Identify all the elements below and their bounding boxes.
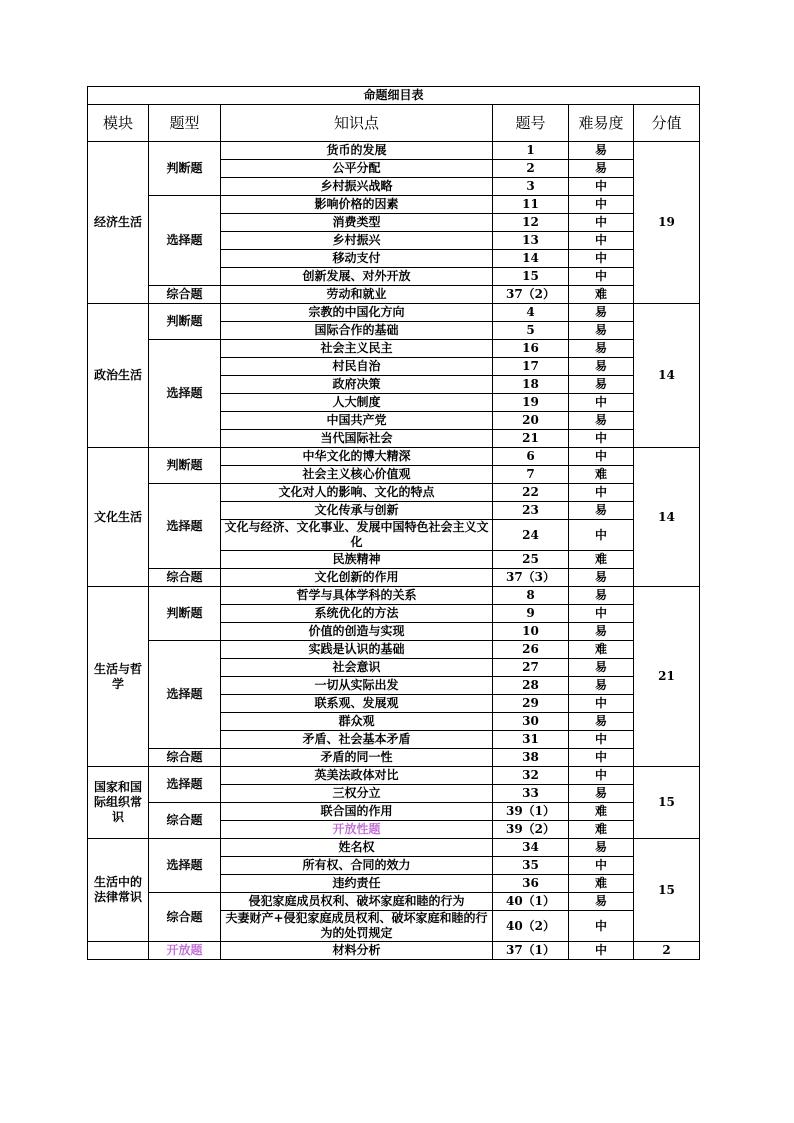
difficulty-cell: 中	[569, 484, 634, 502]
difficulty-cell: 中	[569, 394, 634, 412]
difficulty-cell: 中	[569, 749, 634, 767]
question-number-cell: 22	[493, 484, 569, 502]
difficulty-cell: 易	[569, 322, 634, 340]
question-number-cell: 3	[493, 178, 569, 196]
question-type-cell: 判断题	[149, 304, 221, 340]
question-number-cell: 39（1）	[493, 803, 569, 821]
question-number-cell: 29	[493, 695, 569, 713]
question-number-cell: 13	[493, 232, 569, 250]
title-row	[88, 87, 700, 105]
difficulty-cell: 易	[569, 587, 634, 605]
knowledge-point-cell: 文化创新的作用	[221, 569, 493, 587]
knowledge-point-cell: 文化与经济、文化事业、发展中国特色社会主义文化	[221, 520, 493, 551]
question-number-cell: 23	[493, 502, 569, 520]
question-number-cell: 38	[493, 749, 569, 767]
knowledge-point-cell: 公平分配	[221, 160, 493, 178]
knowledge-point-cell: 哲学与具体学科的关系	[221, 587, 493, 605]
difficulty-cell: 易	[569, 160, 634, 178]
question-type-cell: 判断题	[149, 448, 221, 484]
question-number-cell: 4	[493, 304, 569, 322]
question-number-cell: 18	[493, 376, 569, 394]
knowledge-point-cell: 中华文化的博大精深	[221, 448, 493, 466]
module-cell: 国家和国际组织常识	[88, 767, 149, 839]
table-row	[88, 142, 700, 160]
difficulty-cell: 易	[569, 623, 634, 641]
knowledge-point-cell: 矛盾的同一性	[221, 749, 493, 767]
difficulty-cell: 易	[569, 713, 634, 731]
knowledge-point-cell: 文化对人的影响、文化的特点	[221, 484, 493, 502]
knowledge-point-cell: 消费类型	[221, 214, 493, 232]
difficulty-cell: 易	[569, 358, 634, 376]
question-type-cell: 选择题	[149, 340, 221, 448]
knowledge-point-cell: 三权分立	[221, 785, 493, 803]
col-header-number: 题号	[493, 105, 569, 142]
knowledge-point-cell: 创新发展、对外开放	[221, 268, 493, 286]
difficulty-cell: 中	[569, 448, 634, 466]
question-number-cell: 34	[493, 839, 569, 857]
knowledge-point-cell: 民族精神	[221, 551, 493, 569]
module-cell: 生活与哲学	[88, 587, 149, 767]
question-number-cell: 5	[493, 322, 569, 340]
knowledge-point-cell: 群众观	[221, 713, 493, 731]
knowledge-point-cell: 货币的发展	[221, 142, 493, 160]
question-number-cell: 31	[493, 731, 569, 749]
score-cell: 2	[634, 942, 700, 960]
difficulty-cell: 易	[569, 502, 634, 520]
knowledge-point-cell: 当代国际社会	[221, 430, 493, 448]
knowledge-point-cell: 姓名权	[221, 839, 493, 857]
module-cell	[88, 942, 149, 960]
difficulty-cell: 难	[569, 466, 634, 484]
table-row	[88, 803, 700, 821]
question-type-cell: 综合题	[149, 803, 221, 839]
difficulty-cell: 中	[569, 268, 634, 286]
knowledge-point-cell: 夫妻财产+侵犯家庭成员权利、破坏家庭和睦的行为的处罚规定	[221, 911, 493, 942]
table-row	[88, 839, 700, 857]
score-cell: 14	[634, 304, 700, 448]
question-number-cell: 1	[493, 142, 569, 160]
difficulty-cell: 易	[569, 569, 634, 587]
knowledge-point-cell: 宗教的中国化方向	[221, 304, 493, 322]
difficulty-cell: 中	[569, 214, 634, 232]
question-number-cell: 36	[493, 875, 569, 893]
knowledge-point-cell: 联系观、发展观	[221, 695, 493, 713]
difficulty-cell: 中	[569, 250, 634, 268]
question-number-cell: 21	[493, 430, 569, 448]
score-cell: 21	[634, 587, 700, 767]
knowledge-point-cell: 文化传承与创新	[221, 502, 493, 520]
difficulty-cell: 难	[569, 803, 634, 821]
table-row	[88, 196, 700, 214]
module-cell: 政治生活	[88, 304, 149, 448]
question-number-cell: 7	[493, 466, 569, 484]
difficulty-cell: 易	[569, 677, 634, 695]
knowledge-point-cell: 影响价格的因素	[221, 196, 493, 214]
question-number-cell: 19	[493, 394, 569, 412]
difficulty-cell: 难	[569, 286, 634, 304]
difficulty-cell: 易	[569, 142, 634, 160]
page-title: 命题细目表	[88, 87, 700, 105]
knowledge-point-cell: 材料分析	[221, 942, 493, 960]
question-number-cell: 25	[493, 551, 569, 569]
knowledge-point-cell: 开放性题	[221, 821, 493, 839]
difficulty-cell: 易	[569, 376, 634, 394]
knowledge-point-cell: 系统优化的方法	[221, 605, 493, 623]
col-header-module: 模块	[88, 105, 149, 142]
knowledge-point-cell: 所有权、合同的效力	[221, 857, 493, 875]
question-type-cell: 判断题	[149, 587, 221, 641]
difficulty-cell: 难	[569, 551, 634, 569]
question-type-cell: 选择题	[149, 839, 221, 893]
table-row	[88, 749, 700, 767]
difficulty-cell: 难	[569, 875, 634, 893]
knowledge-point-cell: 矛盾、社会基本矛盾	[221, 731, 493, 749]
difficulty-cell: 易	[569, 785, 634, 803]
question-type-cell: 综合题	[149, 286, 221, 304]
question-type-cell: 选择题	[149, 641, 221, 749]
module-cell: 文化生活	[88, 448, 149, 587]
question-type-cell: 选择题	[149, 767, 221, 803]
difficulty-cell: 易	[569, 893, 634, 911]
knowledge-point-cell: 乡村振兴战略	[221, 178, 493, 196]
question-type-cell: 综合题	[149, 893, 221, 942]
knowledge-point-cell: 联合国的作用	[221, 803, 493, 821]
question-number-cell: 17	[493, 358, 569, 376]
exam-specification-table	[87, 86, 700, 960]
question-number-cell: 37（3）	[493, 569, 569, 587]
question-number-cell: 33	[493, 785, 569, 803]
col-header-type: 题型	[149, 105, 221, 142]
question-number-cell: 27	[493, 659, 569, 677]
question-number-cell: 32	[493, 767, 569, 785]
score-cell: 15	[634, 839, 700, 942]
header-row	[88, 105, 700, 142]
table-row	[88, 286, 700, 304]
difficulty-cell: 易	[569, 340, 634, 358]
knowledge-point-cell: 侵犯家庭成员权利、破坏家庭和睦的行为	[221, 893, 493, 911]
knowledge-point-cell: 国际合作的基础	[221, 322, 493, 340]
question-number-cell: 2	[493, 160, 569, 178]
question-type-cell: 选择题	[149, 484, 221, 569]
question-number-cell: 26	[493, 641, 569, 659]
table-row	[88, 304, 700, 322]
col-header-difficulty: 难易度	[569, 105, 634, 142]
table-row	[88, 340, 700, 358]
difficulty-cell: 中	[569, 857, 634, 875]
table-row	[88, 942, 700, 960]
question-number-cell: 28	[493, 677, 569, 695]
table-row	[88, 448, 700, 466]
difficulty-cell: 中	[569, 430, 634, 448]
question-number-cell: 8	[493, 587, 569, 605]
knowledge-point-cell: 村民自治	[221, 358, 493, 376]
knowledge-point-cell: 政府决策	[221, 376, 493, 394]
knowledge-point-cell: 违约责任	[221, 875, 493, 893]
question-number-cell: 30	[493, 713, 569, 731]
table-row	[88, 569, 700, 587]
difficulty-cell: 中	[569, 178, 634, 196]
table-row	[88, 893, 700, 911]
knowledge-point-cell: 中国共产党	[221, 412, 493, 430]
difficulty-cell: 中	[569, 520, 634, 551]
question-number-cell: 12	[493, 214, 569, 232]
difficulty-cell: 易	[569, 304, 634, 322]
difficulty-cell: 中	[569, 196, 634, 214]
difficulty-cell: 中	[569, 911, 634, 942]
question-number-cell: 14	[493, 250, 569, 268]
question-number-cell: 37（2）	[493, 286, 569, 304]
knowledge-point-cell: 一切从实际出发	[221, 677, 493, 695]
score-cell: 15	[634, 767, 700, 839]
question-number-cell: 11	[493, 196, 569, 214]
knowledge-point-cell: 实践是认识的基础	[221, 641, 493, 659]
module-cell: 生活中的法律常识	[88, 839, 149, 942]
score-cell: 14	[634, 448, 700, 587]
knowledge-point-cell: 社会意识	[221, 659, 493, 677]
difficulty-cell: 中	[569, 232, 634, 250]
question-number-cell: 39（2）	[493, 821, 569, 839]
knowledge-point-cell: 人大制度	[221, 394, 493, 412]
table-row	[88, 587, 700, 605]
difficulty-cell: 易	[569, 412, 634, 430]
table-row	[88, 641, 700, 659]
question-number-cell: 40（1）	[493, 893, 569, 911]
question-number-cell: 6	[493, 448, 569, 466]
question-type-cell: 开放题	[149, 942, 221, 960]
knowledge-point-cell: 社会主义民主	[221, 340, 493, 358]
table-row	[88, 484, 700, 502]
difficulty-cell: 难	[569, 821, 634, 839]
knowledge-point-cell: 价值的创造与实现	[221, 623, 493, 641]
difficulty-cell: 中	[569, 605, 634, 623]
question-type-cell: 综合题	[149, 749, 221, 767]
question-type-cell: 判断题	[149, 142, 221, 196]
question-number-cell: 35	[493, 857, 569, 875]
knowledge-point-cell: 劳动和就业	[221, 286, 493, 304]
knowledge-point-cell: 社会主义核心价值观	[221, 466, 493, 484]
module-cell: 经济生活	[88, 142, 149, 304]
question-number-cell: 9	[493, 605, 569, 623]
difficulty-cell: 中	[569, 731, 634, 749]
table-row	[88, 767, 700, 785]
difficulty-cell: 中	[569, 942, 634, 960]
question-number-cell: 40（2）	[493, 911, 569, 942]
col-header-score: 分值	[634, 105, 700, 142]
col-header-knowledge: 知识点	[221, 105, 493, 142]
question-number-cell: 24	[493, 520, 569, 551]
knowledge-point-cell: 英美法政体对比	[221, 767, 493, 785]
difficulty-cell: 易	[569, 839, 634, 857]
question-type-cell: 选择题	[149, 196, 221, 286]
difficulty-cell: 中	[569, 695, 634, 713]
question-number-cell: 15	[493, 268, 569, 286]
difficulty-cell: 难	[569, 641, 634, 659]
question-type-cell: 综合题	[149, 569, 221, 587]
question-number-cell: 10	[493, 623, 569, 641]
question-number-cell: 37（1）	[493, 942, 569, 960]
question-number-cell: 16	[493, 340, 569, 358]
score-cell: 19	[634, 142, 700, 304]
knowledge-point-cell: 乡村振兴	[221, 232, 493, 250]
question-number-cell: 20	[493, 412, 569, 430]
knowledge-point-cell: 移动支付	[221, 250, 493, 268]
difficulty-cell: 易	[569, 659, 634, 677]
difficulty-cell: 中	[569, 767, 634, 785]
